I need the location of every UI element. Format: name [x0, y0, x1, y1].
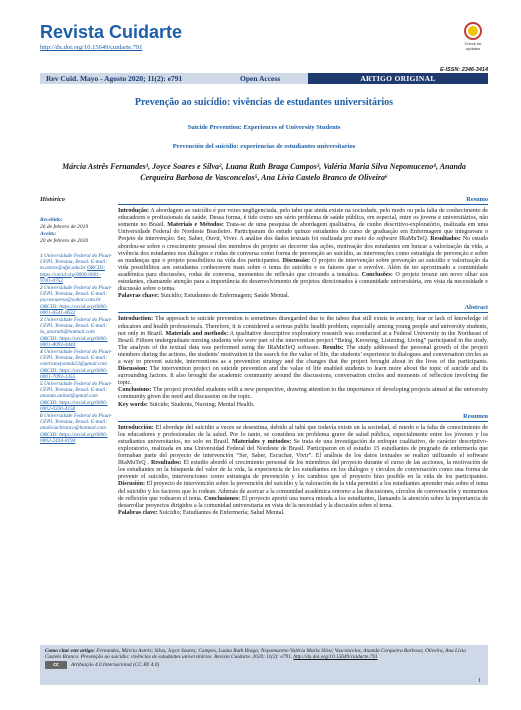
accepted-label: Aceito: [40, 231, 57, 237]
dates-block [40, 217, 112, 245]
orcid-link[interactable]: ORCID: https://orcid.org/0000-0002-0330-4158 [40, 399, 108, 412]
citation-text: Como citar este artigo: Fernandes, Márcia Astrês; Silva, Joyce Soares; Campos, Luana Ruth Braga; Nepomuceno Valéria Maria Silva; Vasconcelos, Ananda Cerqueira Barbosa; Oliveira, Ana Lívia Castelo Branco. Prevenção ao suicídio: vivências de estudantes universitários. Revista Cuidarte. 2020; 11(2): e791. http://dx.doi.org/10.15649/cuidarte.791 [45, 648, 466, 661]
history-title: Histórico [40, 196, 65, 203]
orcid-link[interactable]: ORCID: https://orcid.org/0000-0001-8093-0444 [40, 335, 108, 348]
citation-doi-link[interactable]: http://dx.doi.org/10.15649/cuidarte.791 [293, 654, 378, 661]
orcid-link[interactable]: ORCID: https://orcid.org/0000-0001-6541-0632 [40, 303, 108, 316]
abstract-conclusions: Conclusions: The project provided students with a new perspective, drawing attention to the importance of developing projects aimed at the university community given the need and discussion on the topic. [118, 387, 488, 401]
resumo-label: Resumo [118, 196, 488, 205]
journal-info-bar [40, 73, 488, 84]
journal-title: Revista Cuidarte [40, 22, 183, 42]
abstract-body: Introduction: The approach to suicide prevention is sometimes disregarded due to the taboo that still exists in society, fear or lack of knowledge of educators and health professionals. Therefore, it is considered a serious public health problem, especially among young people and university students, not only in Brazil. Materials and methods: A qualitative descriptive exploratory research was conducted at a Federal University in the Northeast of Brazil. Fifteen undergraduate nursing students who were part of the intervention project “Being, Knowing, Listening, Living” participated in the study. The analysis of the textual data was performed using the IRaMuTeQ software. Results: The study addressed the personal growth of the project members during the actions, the students’ motivation in the search for the value of life, the students’ experience in dialogues and conversation circles as a way to prevent suicide, interventions as a prevention strategy and the changes that the project brought about in the lives of the participants. Discussion: The intervention project on suicide prevention and the value of life enabled students to learn more about the topic of suicide and its surrounding factors. It also brought the academic community around the discussions, conversation circles and moments of reflection involving the topic. [118, 316, 488, 387]
received-label: Recebido: [40, 217, 63, 223]
resumen-body: Introducción: El abordaje del suicidio a veces se desestima, debido al tabú que todavía existe en la sociedad, el miedo o la falta de conocimiento de los educadores y profesionales de la salud. Por lo tanto, se considera un problema grave de salud pública, especialmente entre los jóvenes y los estudiantes universitarios, no solo en Brasil. Materiales y métodos: Se trata de una investigación de enfoque cualitativo, de carácter descriptivo-exploratorio, realizada en una Universidad Federal del Nordeste de Brasil. Participaron en el estudio 15 estudiantes de pregrado de enfermería que formaban parte del proyecto de intervención “Ser, Saber, Escuchar, Vivir”. El análisis de los datos textuales se realizó utilizando el software IRaMuTeQ . Resultados: El estudio abordó el crecimiento personal de los miembros del proyecto durante el curso de las acciones, la motivación de los estudiantes en la búsqueda del valor de la vida, la experiencia de los estudiantes en los diálogos y círculos de conversación como una forma de prevenir el suicidio, intervenciones como estrategia de prevención y los cambios que el proyecto hizo posible en la vida de los participantes. Discusión: El proyecto de intervención sobre la prevención del suicidio y la valoración de la vida permitió a los estudiantes aprender más sobre el tema del suicidio y los factores que lo rodean. Además de acercar a la comunidad académica entorno a las discusiones, círculos de conversación y momentos de reflexión que rodearon el tema. Conclusiones: El proyecto aportó una nueva mirada a los estudiantes, llamando la atención sobre la importancia de desarrollar proyectos dirigidos a la comunidad universitaria en vista de la necesidad y la discusión sobre el tema. [118, 424, 488, 509]
affiliation: 4 Universidade Federal do Piauí-UFPI. Teresina, Brasil. E-mail: valerianepomu623@gmail.com ORCID: https://orcid.org/0000-0001-7093-1355 [40, 349, 112, 380]
doi-link[interactable]: http://dx.doi.org/10.15649/cuidarte.791 [40, 44, 143, 51]
orcid-link[interactable]: ORCID: https://orcid.org/0000-0002-2434-0194 [40, 431, 108, 444]
article-title-en: Suicide Prevention: Experiences of University Students [187, 124, 341, 131]
sidebar [40, 196, 112, 445]
check-updates-label: Check for updates [464, 41, 482, 51]
license-line [45, 661, 483, 669]
affiliation: 5 Universidade Federal do Piauí-UFPI. Teresina, Brasil. E-mail: ananda.anibal@gmail.com ORCID: https://orcid.org/0000-0002-0330-4158 [40, 381, 112, 412]
orcid-link[interactable]: ORCID: https://orcid.org/0000-0001-7093-1355 [40, 367, 108, 380]
license-text: Atribuição 4.0 Internacional (CC BY 4.0) [71, 662, 160, 669]
volume-info: Rev Cuid. Mayo - Agosto 2020; 11(2): e791 [46, 74, 183, 83]
affiliation: 2 Universidade Federal do Piauí-UFPI. Teresina, Brasil. E-mail: joycesoaress@yahoo.com.br ORCID: https://orcid.org/0000-0001-6541-0632 [40, 285, 112, 316]
open-access-label: Open Access [240, 74, 281, 83]
citation-footer [40, 645, 488, 685]
resumen-label: Resumen [118, 413, 488, 422]
resumo-keywords: Palavras chave: Suicídio; Estudantes de Enfermagem; Saúde Mental. [118, 293, 290, 300]
author-list: Márcia Astrês Fernandes¹, Joyce Soares e Silva², Luana Ruth Braga Campos³, Valéria Maria Silva Nepomuceno⁴, Ananda Cerqueira Barbosa de Vasconcelos⁵, Ana Lívia Castelo Branco de Oliveira⁶ [62, 162, 466, 182]
page-number: 1 [478, 678, 481, 684]
article-title-es: Prevención del suicidio: experiencias de estudiantes universitarios [172, 143, 356, 150]
resumo-section [118, 196, 488, 300]
abstract-keywords: Key words: Suicide; Students, Nursing; Mental Health. [118, 401, 255, 408]
orcid-link[interactable]: ORCID: https://orcid.org/0000-0001-9781-0752 [40, 265, 106, 284]
resumen-keywords: Palabras clave: Suicidio; Estudiantes de Enfermería; Salud Mental. [118, 509, 285, 516]
check-updates-icon [464, 22, 482, 40]
cc-license-icon[interactable]: cc [45, 661, 67, 669]
accepted-date: 20 de febrero de 2020 [40, 238, 89, 244]
affiliation: 3 Universidade Federal do Piauí-UFPI. Teresina, Brasil. E-mail: lu_anaruth@hotmail.com ORCID: https://orcid.org/0000-0001-8093-0444 [40, 317, 112, 348]
abstracts-column [118, 196, 488, 521]
abstract-label: Abstract [118, 304, 488, 313]
article-title-pt: Prevenção ao suicídio: vivências de estudantes universitários [134, 97, 394, 108]
resumen-section [118, 413, 488, 517]
affiliation: 1 Universidade Federal do Piauí-UFPI. Teresina, Brasil. E-mail: m.astres@ufpi.edu.br ORCID: https://orcid.org/0000-0001-9781-0752 [40, 253, 112, 284]
journal-header [40, 22, 488, 80]
eissn: E-ISSN: 2346-3414 [440, 67, 488, 73]
article-type: ARTIGO ORIGINAL [308, 73, 488, 84]
abstract-section [118, 304, 488, 408]
resumo-body: Introdução: A abordagem ao suicídio é por vezes negligenciada, pelo tabu que ainda existe na sociedade, pelo medo ou pela falta de conhecimento de educadores e profissionais da saúde. Dessa forma, é tido como um sério problema de saúde pública, em especial, entre os jovens e universitários, não somente no Brasil. Materiais e Métodos: Trata-se de uma pesquisa de abordagem qualitativa, de cunho descritivo-exploratório, realizada em uma Universidade Federal do Nordeste Brasileiro. Participaram do estudo quinze estudantes do curso de graduação em Enfermagem que integravam o Projeto de intervenção: Ser, Saber, Ouvir, Viver. A análise dos dados textuais foi realizada por meio do software IRaMuTeQ. Resultados: No estudo abordou-se sobre o crescimento pessoal dos membros do projeto ao decorrer das ações, motivação dos estudantes em buscar a valorização da vida, a vivência dos estudantes nos diálogos e rodas de conversa como forma de prevenção ao suicídio, as intervenções como estratégia de prevenção e sobre as mudanças que o projeto possibilitou na vida dos participantes. Discussão: O projeto de intervenção sobre prevenção ao suicídio e valorização da vida possibilitou aos estudantes conhecerem mais sobre o tema do suicídio e os fatores que o envolve. Além de ter aproximado a comunidade acadêmica para discussões, rodas de conversa, momentos de reflexão que circundo a temática. Conclusões: O projeto trouxe um novo olhar aos estudantes, chamando atenção para a importância do desenvolvimento de projetos direcionados à comunidade universitária, em vista da necessidade e discussão sobre o tema. [118, 208, 488, 293]
check-for-updates-badge[interactable] [458, 22, 488, 58]
doi-line [40, 44, 488, 51]
received-date: 26 de febrero de 2019 [40, 224, 89, 230]
affiliation: 6 Universidade Federal do Piauí-UFPI. Teresina, Brasil. E-mail: analiviacbranco@hotmail.com ORCID: https://orcid.org/0000-0002-2434-0194 [40, 413, 112, 444]
